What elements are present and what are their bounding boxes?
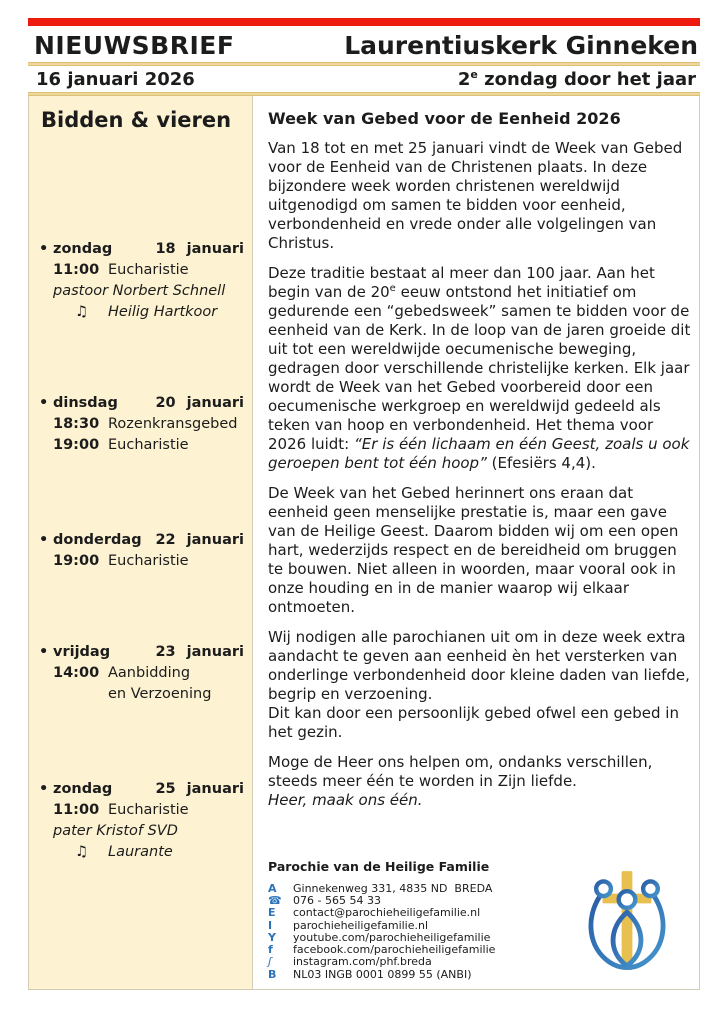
closing-prayer: Heer, maak ons één. (268, 791, 423, 809)
schedule-item (39, 779, 246, 863)
time-label (53, 684, 108, 705)
sidebar-heading: Bidden & vieren (41, 108, 232, 132)
day-label: donderdag (53, 532, 142, 548)
article-title: Week van Gebed voor de Eenheid 2026 (268, 109, 621, 128)
date-label: 23 januari (155, 644, 244, 660)
email-icon: E (268, 906, 276, 920)
event-label: Eucharistie (108, 437, 189, 453)
choir-line (39, 302, 246, 323)
schedule-item (39, 239, 246, 323)
email-text: contact@parochieheiligefamilie.nl (293, 906, 481, 920)
schedule-line (39, 260, 246, 281)
youtube-text: youtube.com/parochieheiligefamilie (293, 930, 491, 944)
paragraph-text: Wij nodigen alle parochianen uit om in deze week extra aandacht te geven aan eenheid èn het versterken van onderlinge verbondenheid door kleine daden van liefde, begrip en verzoening. (268, 628, 690, 703)
day-label: vrijdag (53, 644, 111, 660)
parish-logo (583, 867, 671, 977)
website-text: parochieheiligefamilie.nl (293, 918, 429, 932)
schedule-item-header (39, 530, 246, 551)
bullet-icon: • (39, 532, 49, 548)
event-label: Aanbidding (108, 665, 191, 681)
celebrant-note: pastoor Norbert Schnell (53, 283, 226, 299)
body-columns (28, 96, 700, 990)
issue-date: 16 januari 2026 (36, 68, 195, 90)
music-note-icon: ♫ (75, 844, 88, 860)
schedule-item-header (39, 239, 246, 260)
schedule-item-header (39, 779, 246, 800)
contact-line (268, 956, 583, 968)
paragraph-text: Dit kan door een persoonlijk gebed ofwel een gebed in het gezin. (268, 704, 679, 741)
schedule-line (39, 435, 246, 456)
event-label: Eucharistie (108, 553, 189, 569)
choir-label: Laurante (108, 844, 173, 860)
day-label: zondag (53, 781, 113, 797)
schedule-line (39, 663, 246, 684)
contact-line (268, 969, 583, 981)
newsletter-title: NIEUWSBRIEF (34, 31, 235, 60)
bullet-icon: • (39, 644, 49, 660)
dateline (28, 66, 700, 92)
facebook-icon: f (268, 943, 273, 957)
event-label: Eucharistie (108, 262, 189, 278)
time-label: 19:00 (53, 437, 100, 453)
schedule-item (39, 530, 246, 572)
schedule-item (39, 393, 246, 456)
article-paragraph (268, 628, 693, 742)
article-paragraph (268, 264, 693, 473)
phone-icon: ☎ (268, 893, 282, 907)
event-label: en Verzoening (108, 686, 212, 702)
time-label: 19:00 (53, 553, 100, 569)
time-label: 11:00 (53, 802, 100, 818)
schedule-sidebar (29, 96, 253, 989)
bank-icon: B (268, 967, 277, 981)
date-label: 18 januari (155, 241, 244, 257)
address-icon: A (268, 881, 277, 895)
address-text: Ginnekenweg 331, 4835 ND BREDA (293, 881, 493, 895)
date-label: 22 januari (155, 532, 244, 548)
schedule-line (39, 551, 246, 572)
website-icon: I (268, 918, 273, 932)
bank-account-text: NL03 INGB 0001 0899 55 (ANBI) (293, 967, 472, 981)
newsletter-content (28, 18, 700, 990)
bullet-icon: • (39, 781, 49, 797)
music-note-icon: ♫ (75, 304, 88, 320)
time-label: 11:00 (53, 262, 100, 278)
schedule-item-header (39, 642, 246, 663)
time-label: 18:30 (53, 416, 100, 432)
top-accent-bar (28, 18, 700, 26)
date-label: 25 januari (155, 781, 244, 797)
parish-contact-block (268, 859, 693, 981)
schedule-item (39, 642, 246, 705)
parish-name: Parochie van de Heilige Familie (268, 858, 490, 874)
masthead (28, 26, 700, 62)
bullet-icon: • (39, 241, 49, 257)
event-label: Rozenkransgebed (108, 416, 238, 432)
paragraph-text: eeuw ontstond het initiatief om gedurende een “gebedsweek” samen te bidden voor de eenheid van de Kerk. In de loop van de jaren groeide dit uit tot een wereldwijde oecumenische beweging, gedragen door verschillende christelijke kerken. Elk jaar wordt de Week van het Gebed voorbereid door een oecumenische werkgroep en wereldwijd gedeeld als teken van hoop en verbondenheid. Het thema voor 2026 luidt: (268, 283, 691, 453)
contact-details (268, 859, 583, 981)
bullet-icon: • (39, 395, 49, 411)
contact-line (268, 907, 583, 919)
instagram-icon: ʃ (268, 955, 272, 969)
schedule-line (39, 414, 246, 435)
article-paragraph: De Week van het Gebed herinnert ons eraan dat eenheid geen menselijke prestatie is, maar een gave van de Heilige Geest. Daarom bidden wij om een open hart, wederzijds respect en de bereidheid om bruggen te bouwen. Niet alleen in woorden, maar vooral ook in onze houding en in de manier waarop wij elkaar ontmoeten. (268, 484, 679, 616)
paragraph-text: Moge de Heer ons helpen om, ondanks verschillen, steeds meer één te worden in Zijn liefde. (268, 753, 653, 790)
time-label: 14:00 (53, 665, 100, 681)
scripture-reference: (Efesiërs 4,4). (486, 454, 596, 472)
day-label: zondag (53, 241, 113, 257)
theme-quote: “Er is één lichaam en één Geest, zoals u ook geroepen bent tot één hoop” (268, 435, 690, 472)
contact-line (268, 920, 583, 932)
church-name: Laurentiuskerk Ginneken (344, 31, 698, 60)
phone-text: 076 - 565 54 33 (293, 893, 381, 907)
article-paragraph (268, 753, 693, 810)
event-label: Eucharistie (108, 802, 189, 818)
liturgical-day-number: 2 (457, 68, 471, 90)
liturgical-day (458, 69, 696, 90)
schedule-line (39, 684, 246, 705)
liturgical-day-ordinal: e (470, 67, 478, 81)
ordinal-superscript: e (389, 283, 396, 294)
instagram-text: instagram.com/phf.breda (293, 955, 432, 969)
date-label: 20 januari (155, 395, 244, 411)
youtube-icon: Y (268, 930, 276, 944)
day-label: dinsdag (53, 395, 118, 411)
choir-label: Heilig Hartkoor (108, 304, 218, 320)
celebrant-note: pater Kristof SVD (53, 823, 178, 839)
article-column (253, 96, 699, 989)
paragraph-text: Deze traditie bestaat al meer dan 100 jaar. Aan het begin van de 20 (268, 264, 655, 301)
schedule-line (39, 800, 246, 821)
liturgical-day-text: zondag door het jaar (477, 68, 696, 90)
facebook-text: facebook.com/parochieheiligefamilie (293, 943, 496, 957)
article-paragraph: Van 18 tot en met 25 januari vindt de Week van Gebed voor de Eenheid van de Christenen plaats. In deze bijzondere week worden christenen wereldwijd uitgenodigd om samen te bidden voor eenheid, verbondenheid en vrede onder alle volgelingen van Christus. (268, 139, 683, 252)
choir-line (39, 842, 246, 863)
schedule-item-header (39, 393, 246, 414)
